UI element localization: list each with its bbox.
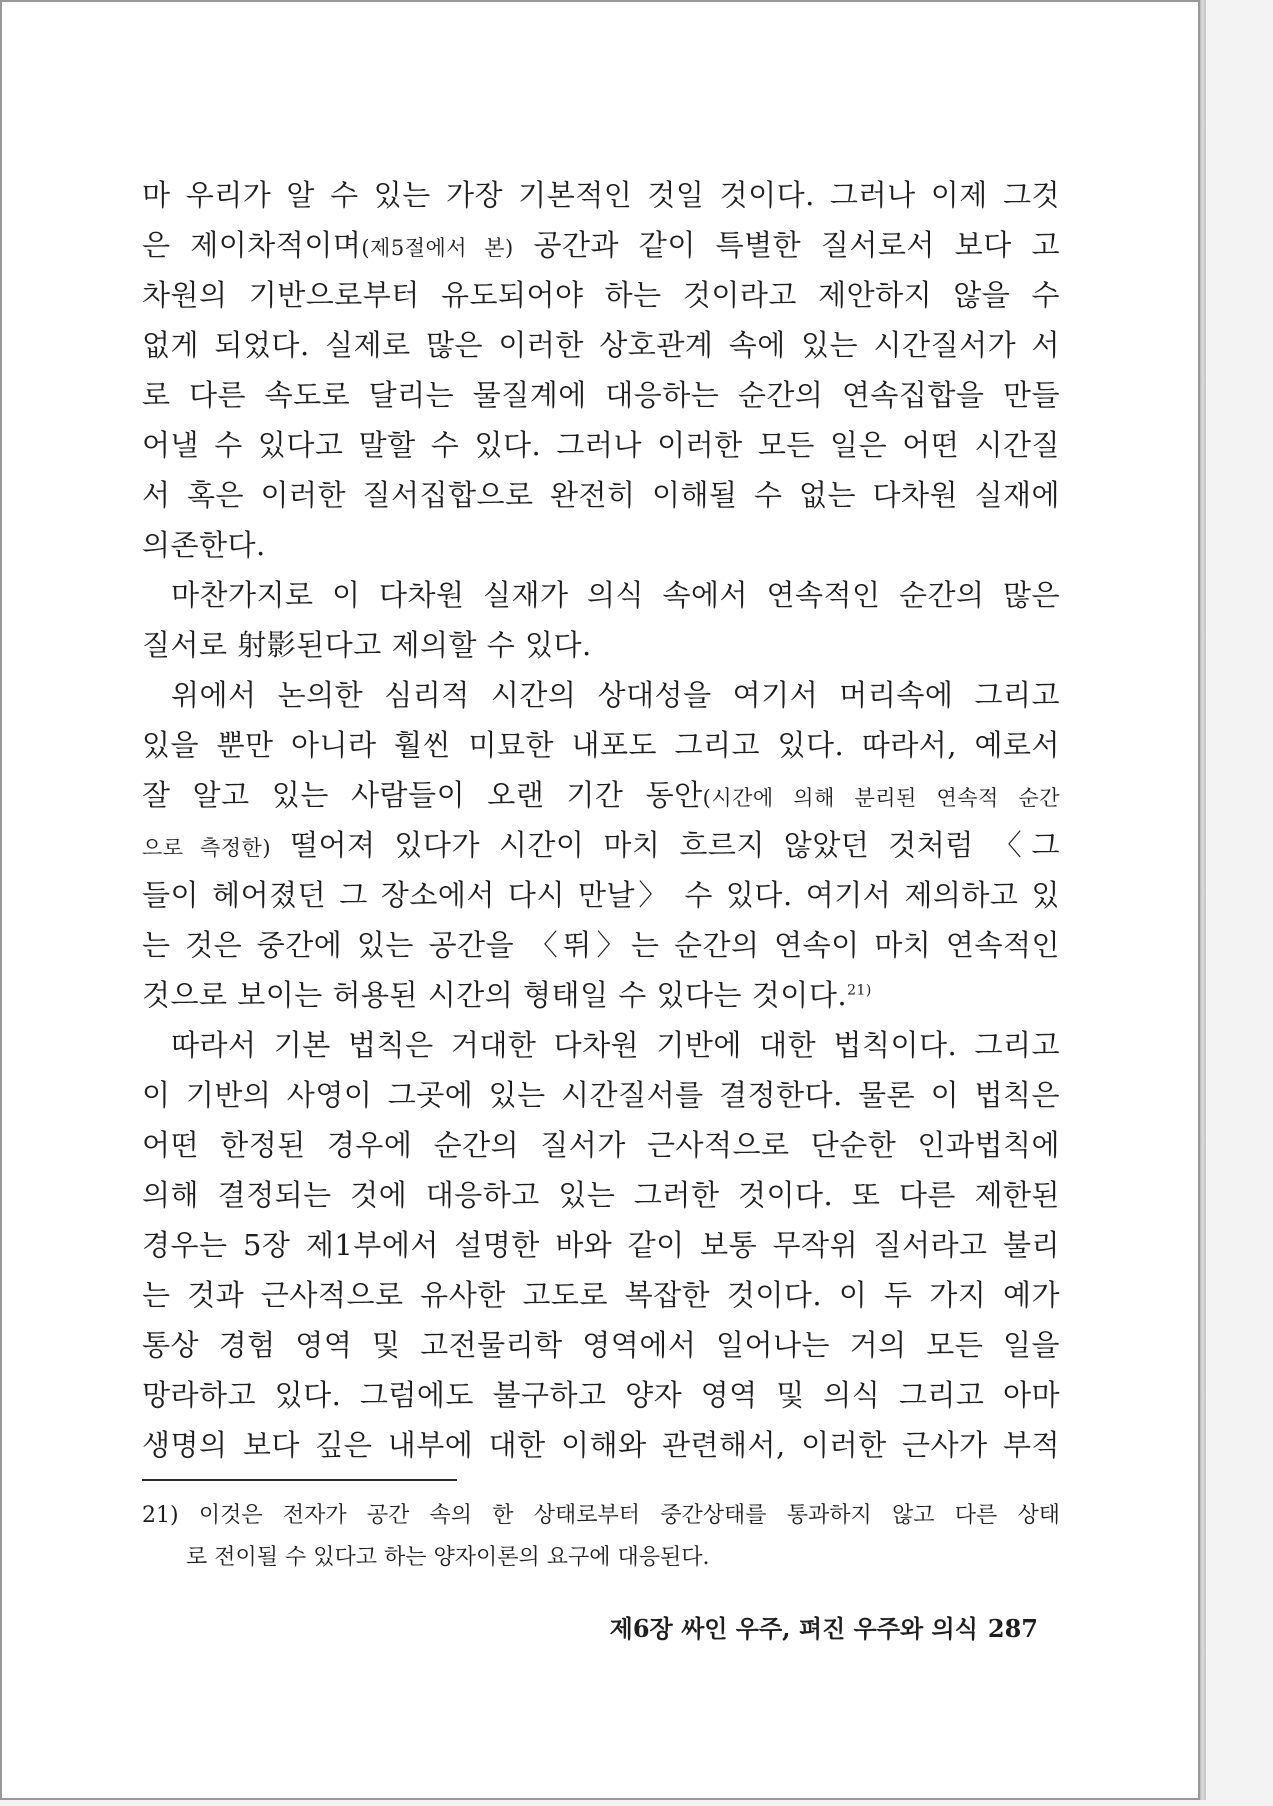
text-line: 마 우리가 알 수 있는 가장 기본적인 것일 것이다. 그러나 이제 그것 (142, 178, 1060, 212)
text-line: 들이 헤어졌던 그 장소에서 다시 만날〉 수 있다. 여기서 제의하고 있 (142, 878, 1060, 912)
text-line: 따라서 기본 법칙은 거대한 다차원 기반에 대한 법칙이다. 그리고 (171, 1028, 1060, 1062)
text-line: 없게 되었다. 실제로 많은 이러한 상호관계 속에 있는 시간질서가 서 (142, 328, 1060, 362)
text-segment: 은 제이차적이며 (142, 228, 362, 262)
text-line (142, 220, 1060, 270)
footnote-marker: 21) (142, 1503, 179, 1528)
text-segment: 공간과 같이 특별한 질서로서 보다 고 (513, 228, 1060, 262)
text-line: 의존한다. (142, 528, 266, 562)
footnote (142, 1495, 1060, 1579)
small-text: (시간에 의해 분리된 연속적 순간 (702, 786, 1060, 810)
text-line: 경우는 5장 제1부에서 설명한 바와 같이 보통 무작위 질서라고 불리 (142, 1228, 1060, 1262)
text-line: 위에서 논의한 심리적 시간의 상대성을 여기서 머리속에 그리고 (171, 678, 1060, 712)
body-text (142, 170, 1060, 1470)
text-line: 서 혹은 이러한 질서집합으로 완전히 이해될 수 없는 다차원 실재에 (142, 478, 1060, 512)
text-line: 의해 결정되는 것에 대응하고 있는 그러한 것이다. 또 다른 제한된 (142, 1178, 1060, 1212)
text-segment: 잘 알고 있는 사람들이 오랜 기간 동안 (142, 778, 703, 812)
text-line: 는 것과 근사적으로 유사한 고도로 복잡한 것이다. 이 두 가지 예가 (142, 1278, 1060, 1312)
text-line (142, 970, 1060, 1020)
footnote-text: 이것은 전자가 공간 속의 한 상태로부터 중간상태를 통과하지 않고 다른 상태 (198, 1503, 1060, 1528)
footnote-line (142, 1495, 1060, 1537)
viewer-gutter (1206, 0, 1273, 1806)
running-footer (610, 1609, 1038, 1644)
text-line: 어떤 한정된 경우에 순간의 질서가 근사적으로 단순한 인과법칙에 (142, 1128, 1060, 1162)
footnote-reference[interactable]: 21) (847, 982, 872, 999)
text-line: 마찬가지로 이 다차원 실재가 의식 속에서 연속적인 순간의 많은 (171, 578, 1060, 612)
text-line: 로 다른 속도로 달리는 물질계에 대응하는 순간의 연속집합을 만들 (142, 378, 1060, 412)
footnote-line: 로 전이될 수 있다고 하는 양자이론의 요구에 대응된다. (186, 1545, 710, 1570)
text-segment: 떨어져 있다가 시간이 마치 흐르지 않았던 것처럼 〈그 (271, 828, 1060, 862)
text-segment: 것으로 보이는 허용된 시간의 형태일 수 있다는 것이다. (142, 978, 848, 1012)
text-line: 망라하고 있다. 그럼에도 불구하고 양자 영역 및 의식 그리고 아마 (142, 1378, 1060, 1412)
text-line: 어낼 수 있다고 말할 수 있다. 그러나 이러한 모든 일은 어떤 시간질 (142, 428, 1060, 462)
text-line (142, 770, 1060, 820)
text-line (142, 820, 1060, 870)
text-line: 는 것은 중간에 있는 공간을 〈뛰〉는 순간의 연속이 마치 연속적인 (142, 928, 1060, 962)
text-line: 차원의 기반으로부터 유도되어야 하는 것이라고 제안하지 않을 수 (142, 278, 1060, 312)
text-line: 통상 경험 영역 및 고전물리학 영역에서 일어나는 거의 모든 일을 (142, 1328, 1060, 1362)
footnote-divider (142, 1479, 457, 1481)
text-line: 질서로 射影된다고 제의할 수 있다. (142, 628, 592, 662)
page-number: 287 (987, 1614, 1038, 1643)
chapter-title: 제6장 싸인 우주, 펴진 우주와 의식 (609, 1614, 978, 1643)
text-line: 이 기반의 사영이 그곳에 있는 시간질서를 결정한다. 물론 이 법칙은 (142, 1078, 1060, 1112)
text-line: 있을 뿐만 아니라 훨씬 미묘한 내포도 그리고 있다. 따라서, 예로서 (142, 728, 1060, 762)
small-text: 으로 측정한) (142, 836, 272, 860)
small-text: (제5절에서 본) (361, 236, 514, 260)
text-line: 생명의 보다 깊은 내부에 대한 이해와 관련해서, 이러한 근사가 부적 (142, 1428, 1060, 1462)
